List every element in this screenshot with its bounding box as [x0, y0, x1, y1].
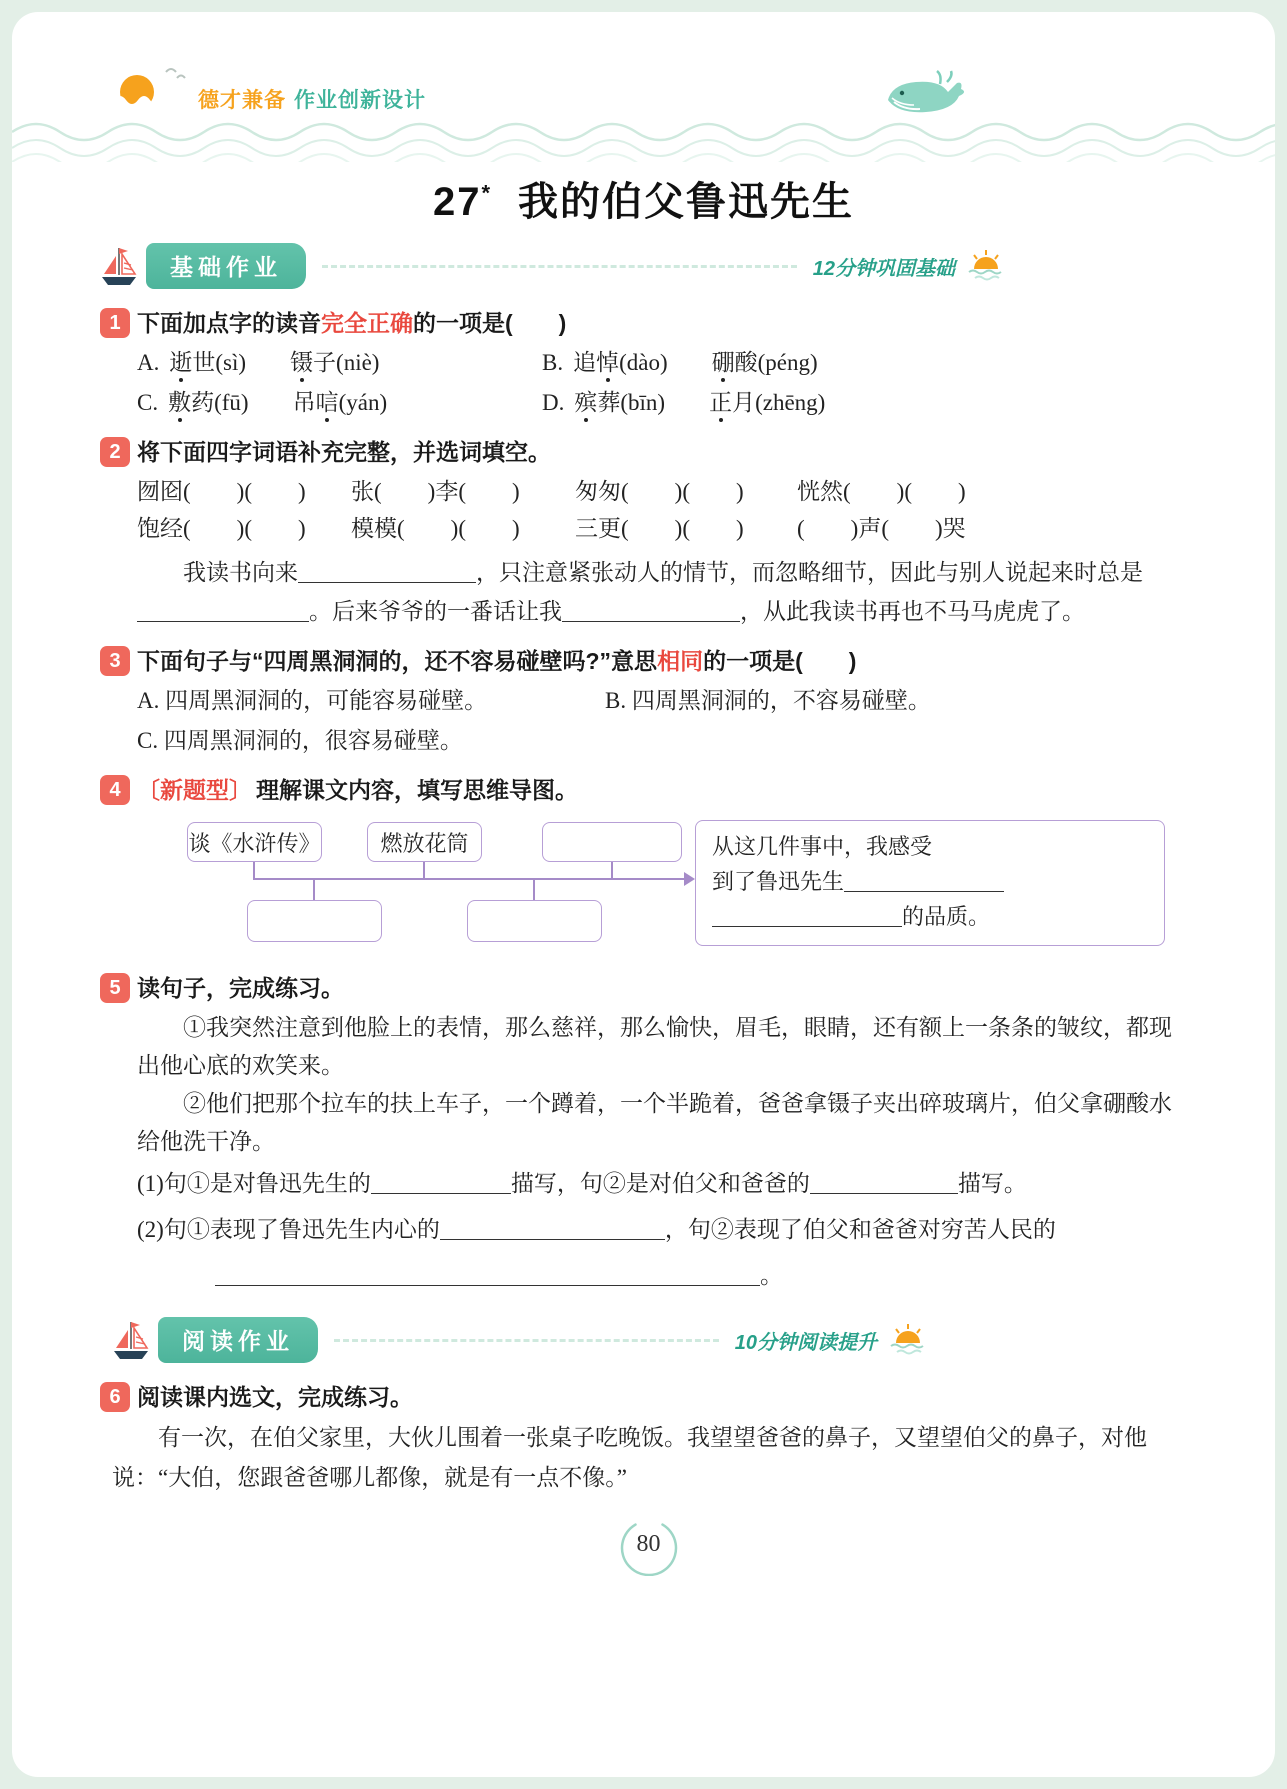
- word-pre: 追: [573, 350, 597, 375]
- section-bar-basic: [100, 243, 1007, 289]
- word-item: [712, 350, 818, 375]
- answer-blank: [440, 1217, 665, 1240]
- question-6-body: [100, 1418, 1197, 1498]
- sub-question-text: 。: [760, 1263, 783, 1288]
- option-d: [542, 384, 1197, 422]
- question-5-stem: 读句子，完成练习。: [137, 975, 344, 1001]
- new-type-tag: 〔新题型〕: [137, 778, 252, 803]
- question-number-badge: 3: [100, 646, 130, 676]
- word-item: [574, 390, 665, 415]
- question-number-badge: 1: [100, 308, 130, 338]
- option-b: [542, 344, 1197, 382]
- word-post: 酸(péng): [734, 350, 818, 375]
- word-item: [293, 390, 388, 415]
- sub-question-text: (1)句①是对鲁迅先生的: [137, 1171, 371, 1196]
- dashed-rule: [322, 265, 797, 268]
- quoted-sentence-2: ②他们把那个拉车的扶上车子，一个蹲着，一个半跪着，爸爸拿镊子夹出碎玻璃片，伯父拿硼酸水给他洗干净。: [137, 1091, 1172, 1154]
- question-2-stem: 将下面四字词语补充完整，并选词填空。: [137, 439, 551, 465]
- option-c: C. 四周黑洞洞的，很容易碰壁。: [137, 728, 463, 753]
- option-c: [137, 384, 542, 422]
- word-item: [709, 390, 825, 415]
- sunset-icon: [965, 248, 1007, 284]
- fill-in-paragraph: [137, 553, 1197, 631]
- page-sheet: [12, 12, 1275, 1777]
- word-dotted-char: 悼: [596, 350, 620, 375]
- brand-right: 作业创新设计: [294, 89, 426, 112]
- quoted-sentence-1: ①我突然注意到他脸上的表情，那么慈祥，那么愉快，眉毛，眼睛，还有额上一条条的皱纹，都现出他心底的欢笑来。: [137, 1015, 1172, 1078]
- question-1-head: [100, 305, 1197, 338]
- word-blank-item: 张( )李( ): [351, 479, 520, 504]
- connector-line: [313, 879, 315, 901]
- stem-text: 下面句子与“四周黑洞洞的，还不容易碰壁吗?”意思: [137, 648, 658, 674]
- mind-map: [100, 820, 1197, 958]
- main-content: [12, 305, 1275, 1574]
- section-badge-reading: 阅读作业: [158, 1317, 318, 1363]
- answer-blank: [298, 560, 476, 583]
- connector-line: [611, 862, 613, 879]
- answer-blank: [371, 1171, 511, 1194]
- answer-blank: [137, 599, 309, 622]
- question-4: [100, 772, 1197, 958]
- option-label: B.: [542, 350, 564, 375]
- word-dotted-char: 硼: [711, 350, 735, 375]
- question-2-body: [100, 473, 1197, 631]
- sub-question-text: 描写。: [957, 1171, 1027, 1196]
- sub-question-text: ，句②表现了伯父和爸爸对穷苦人民的: [664, 1217, 1056, 1242]
- stem-highlight: 完全正确: [321, 310, 413, 336]
- word-item: [290, 350, 379, 375]
- arrow-head: [684, 872, 695, 886]
- word-pre: 吊: [292, 390, 316, 415]
- word-dotted-char: 敷: [168, 390, 192, 415]
- question-1-options: [100, 344, 1197, 422]
- sunset-icon: [887, 1322, 929, 1358]
- word-item: [573, 350, 668, 375]
- section-badge-basic: 基础作业: [146, 243, 306, 289]
- question-3-head: [100, 643, 1197, 676]
- question-1: [100, 305, 1197, 422]
- stem-text: 的一项是( ): [703, 648, 857, 674]
- paragraph-text: 我读书向来: [183, 560, 298, 585]
- word-completion-grid: [137, 473, 1197, 547]
- word-blank-item: 匆匆( )( ): [575, 479, 744, 504]
- page-number: 80: [636, 1531, 661, 1557]
- connector-line: [533, 879, 535, 901]
- lesson-number: 27: [432, 180, 482, 224]
- word-post: 子(niè): [313, 350, 380, 375]
- mindmap-box-5-empty: [467, 900, 602, 942]
- question-number-badge: 5: [100, 973, 130, 1003]
- question-number-badge: 2: [100, 437, 130, 467]
- whale-icon: [878, 68, 974, 122]
- option-label: A.: [137, 350, 160, 375]
- header-band: [12, 12, 1275, 162]
- stem-highlight: 相同: [657, 648, 704, 674]
- question-6-stem: 阅读课内选文，完成练习。: [137, 1384, 413, 1410]
- paragraph-text: ，只注意紧张动人的情节，而忽略细节，因此与别人说起来时总是: [476, 560, 1143, 585]
- section-metric-reading: 10分钟阅读提升: [734, 1331, 877, 1354]
- word-blank-item: 三更( )( ): [575, 516, 744, 541]
- question-3-options: [100, 682, 1197, 760]
- paragraph-text: ，从此我读书再也不马马虎虎了。: [740, 599, 1085, 624]
- sailboat-icon: [100, 245, 138, 287]
- word-dotted-char: 镊: [290, 350, 314, 375]
- mindmap-result-box: [695, 820, 1165, 946]
- sub-question-text: 描写，句②是对伯父和爸爸的: [510, 1171, 810, 1196]
- sub-question-1: [137, 1161, 1197, 1207]
- answer-blank: [844, 870, 1004, 892]
- brand-title: [198, 84, 426, 114]
- question-3-stem: [137, 643, 856, 676]
- result-text: 到了鲁迅先生: [712, 869, 845, 894]
- question-5-head: [100, 970, 1197, 1003]
- mindmap-box-4-empty: [247, 900, 382, 942]
- word-dotted-char: 正: [709, 390, 733, 415]
- word-dotted-char: 唁: [315, 390, 339, 415]
- section-metric-basic: 12分钟巩固基础: [812, 257, 955, 280]
- question-4-stem: [137, 772, 578, 812]
- word-item: [168, 390, 248, 415]
- question-6: [100, 1379, 1197, 1498]
- mindmap-box-1: 谈《水浒传》: [187, 822, 322, 862]
- option-label: C.: [137, 390, 159, 415]
- word-post: 药(fū): [191, 390, 249, 415]
- lesson-star: *: [481, 180, 493, 206]
- result-line-2: [712, 864, 1148, 899]
- word-post: 世(sì): [192, 350, 247, 375]
- lesson-name: 我的伯父鲁迅先生: [518, 180, 855, 224]
- reading-passage: 有一次，在伯父家里，大伙儿围着一张桌子吃晚饭。我望望爸爸的鼻子，又望望伯父的鼻子，对他说：“大伯，您跟爸爸哪儿都像，就是有一点不像。”: [112, 1425, 1147, 1490]
- word-post: (yán): [338, 390, 388, 415]
- connector-line: [423, 862, 425, 879]
- question-5-body: [100, 1009, 1197, 1299]
- question-4-head: [100, 772, 1197, 812]
- sailboat-icon: [112, 1319, 150, 1361]
- option-b: B. 四周黑洞洞的，不容易碰壁。: [605, 688, 931, 713]
- word-blank-item: ( )声( )哭: [797, 516, 966, 541]
- word-blank-item: 模模( )( ): [351, 516, 520, 541]
- word-blank-item: 囫囵( )( ): [137, 479, 306, 504]
- dashed-rule: [334, 1339, 719, 1342]
- page-footer: [100, 1516, 1197, 1574]
- question-6-head: [100, 1379, 1197, 1412]
- section-bar-reading: [112, 1317, 929, 1363]
- sun-cloud-icon: [110, 60, 188, 116]
- question-number-badge: 4: [100, 775, 130, 805]
- word-post: (dào): [619, 350, 668, 375]
- result-line-1: 从这几件事中，我感受: [712, 834, 933, 859]
- stem-text: 下面加点字的读音: [137, 310, 321, 336]
- mindmap-box-2: 燃放花筒: [367, 822, 482, 862]
- answer-blank: [562, 599, 740, 622]
- answer-blank: [712, 905, 902, 927]
- stem-text: 理解课文内容，填写思维导图。: [256, 777, 578, 803]
- mindmap-box-3-empty: [542, 822, 682, 862]
- connector-trunk: [253, 878, 685, 880]
- sub-question-2-continuation: [137, 1253, 1197, 1299]
- word-dotted-char: 殡: [574, 390, 598, 415]
- question-2: [100, 434, 1197, 631]
- result-text: 的品质。: [902, 904, 991, 929]
- connector-line: [253, 862, 255, 879]
- option-a: [137, 344, 542, 382]
- word-dotted-char: 逝: [169, 350, 193, 375]
- page-number-ornament: [613, 1516, 685, 1574]
- question-3: [100, 643, 1197, 760]
- option-label: D.: [542, 390, 565, 415]
- result-line-3: [712, 899, 1148, 934]
- word-post: 葬(bīn): [597, 390, 666, 415]
- word-blank-item: 饱经( )( ): [137, 516, 306, 541]
- answer-blank: [810, 1171, 958, 1194]
- answer-blank: [215, 1263, 760, 1286]
- word-blank-item: 恍然( )( ): [797, 479, 966, 504]
- word-post: 月(zhēng): [732, 390, 826, 415]
- question-5: [100, 970, 1197, 1299]
- question-2-head: [100, 434, 1197, 467]
- sub-question-2: [137, 1207, 1197, 1253]
- word-item: [169, 350, 246, 375]
- lesson-title: [12, 170, 1275, 227]
- option-a: A. 四周黑洞洞的，可能容易碰壁。: [137, 688, 488, 713]
- sub-question-text: (2)句①表现了鲁迅先生内心的: [137, 1217, 440, 1242]
- brand-left: 德才兼备: [198, 89, 286, 112]
- question-number-badge: 6: [100, 1382, 130, 1412]
- question-1-stem: [137, 305, 566, 338]
- paragraph-text: 。后来爷爷的一番话让我: [309, 599, 562, 624]
- stem-text: 的一项是( ): [413, 310, 567, 336]
